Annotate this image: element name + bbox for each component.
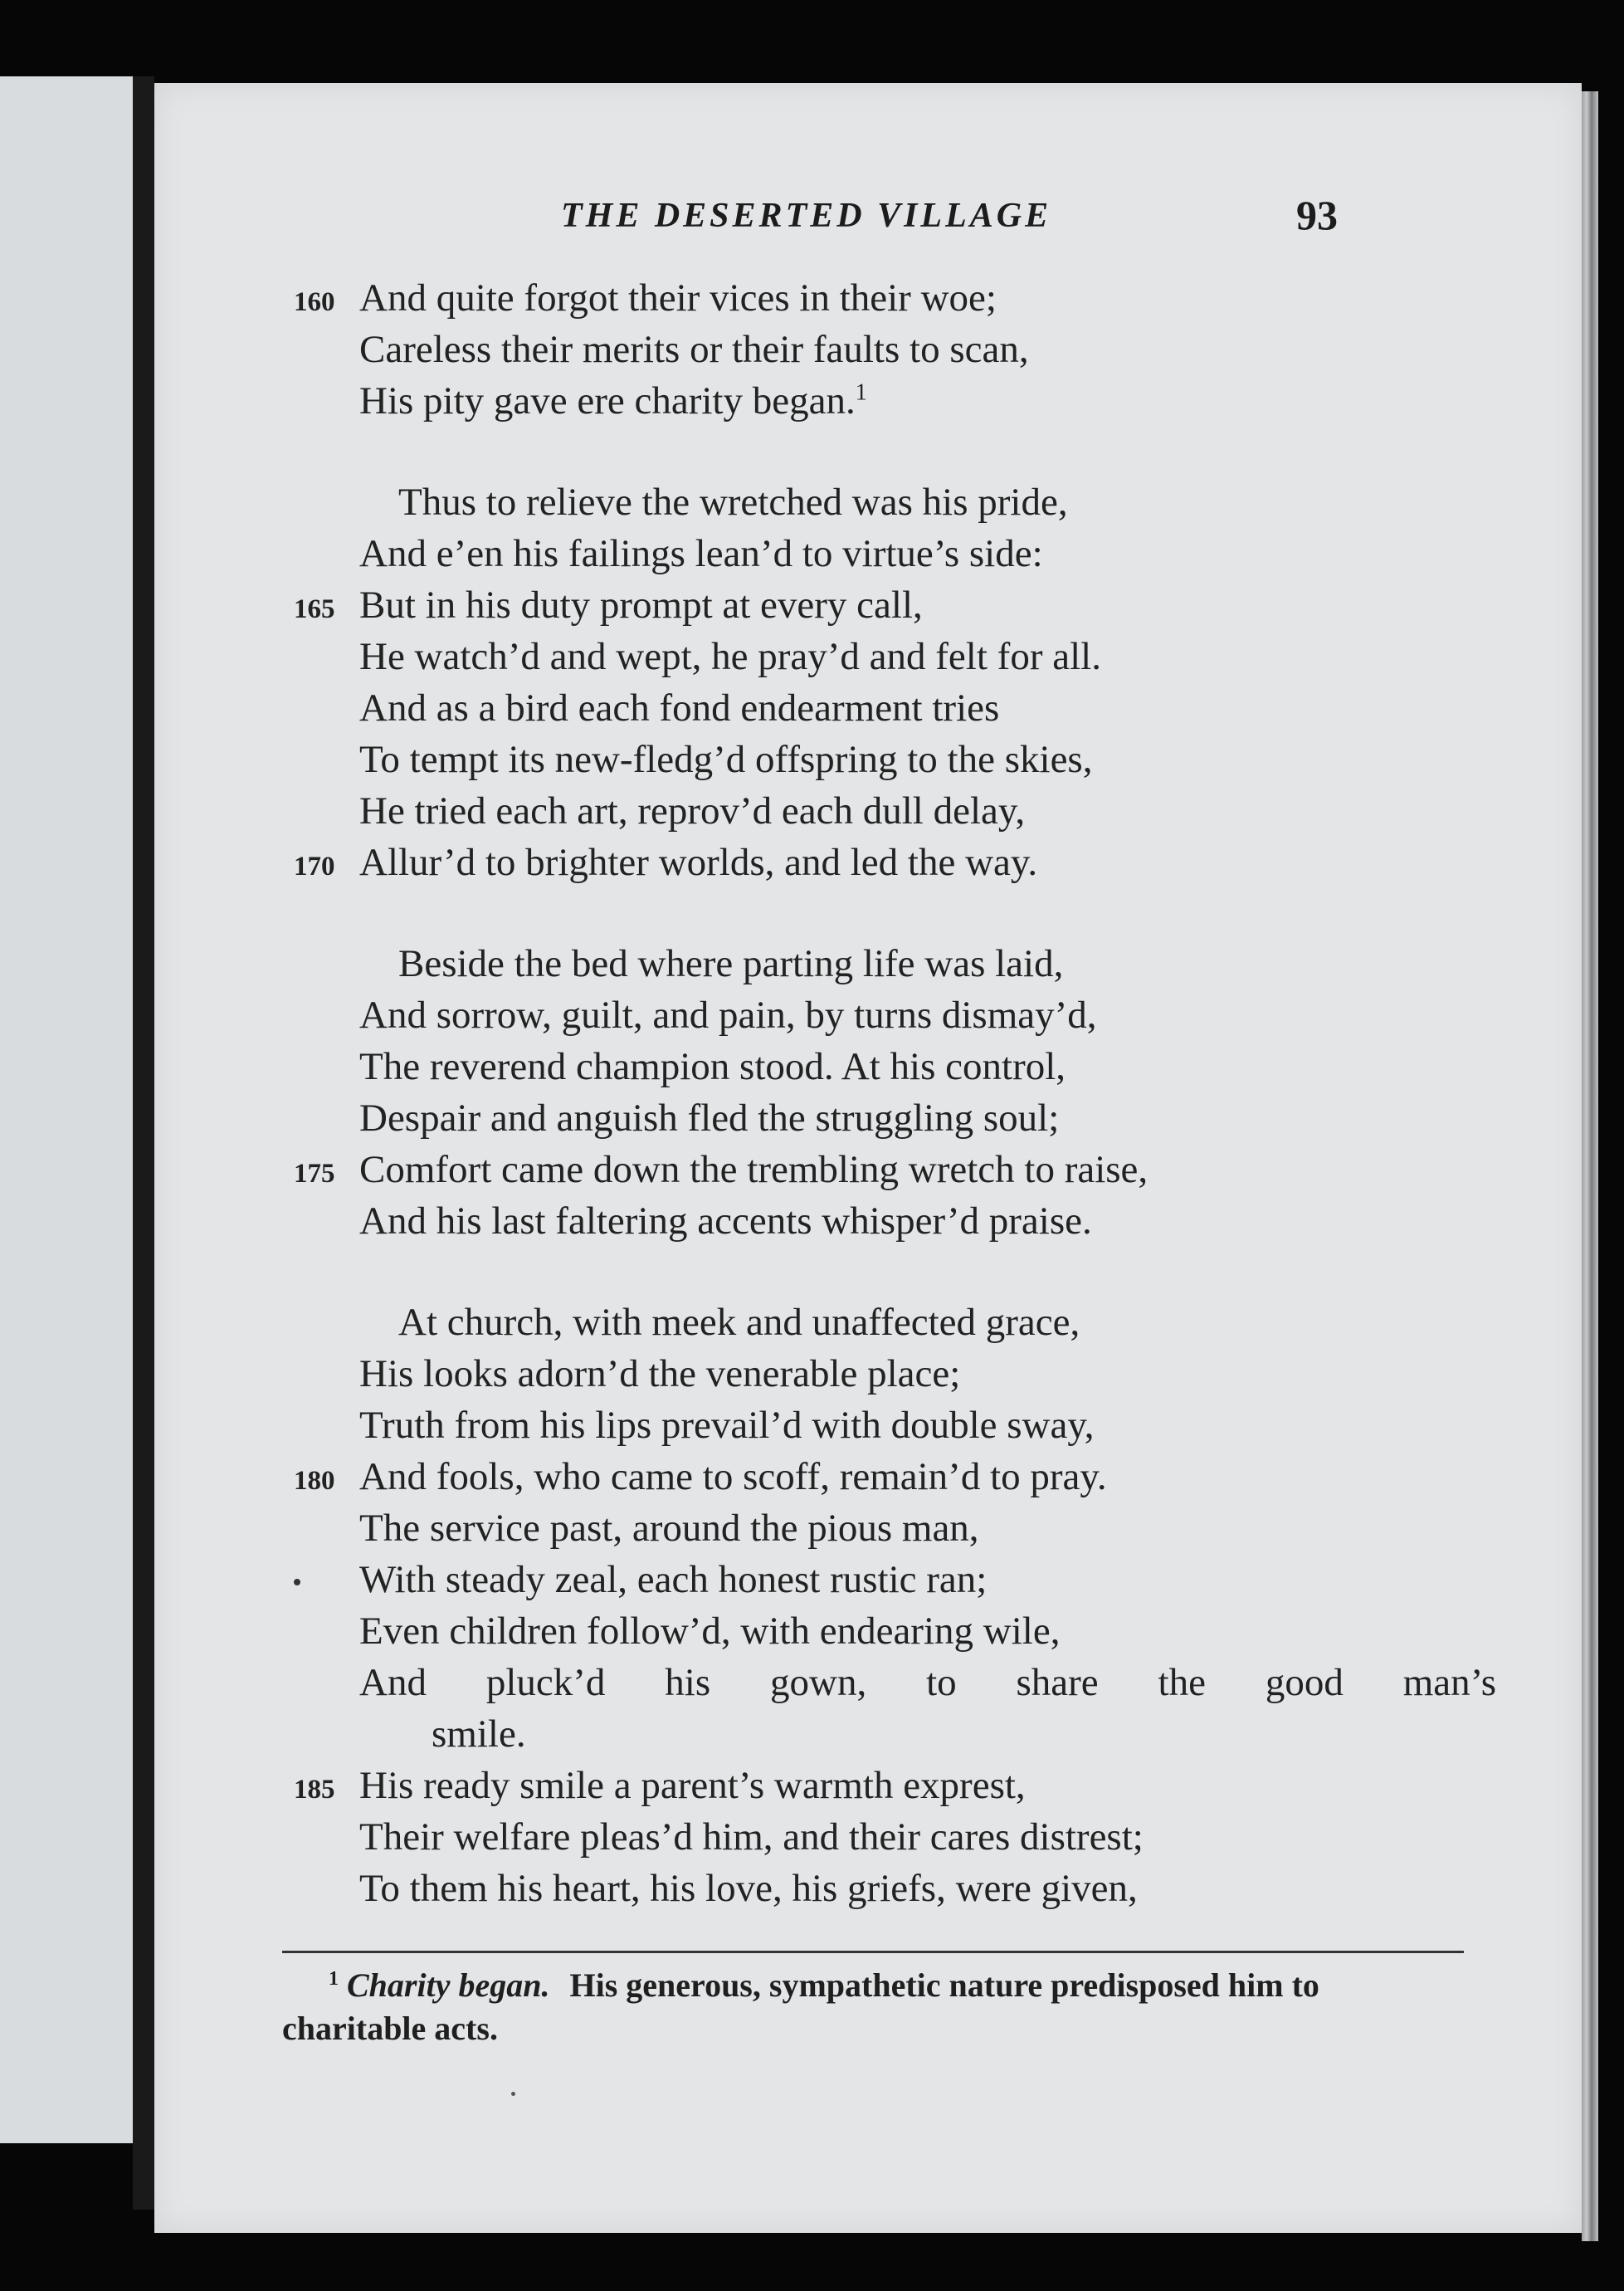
poem-line: To tempt its new-fledg’d offspring to the skies, <box>359 738 1093 781</box>
line-number: 185 <box>294 1775 335 1805</box>
poem-line: He watch’d and wept, he pray’d and felt for all. <box>359 635 1101 678</box>
poem-line: His looks adorn’d the venerable place; <box>359 1352 961 1395</box>
poem-line: His pity gave ere charity began.$^1$ <box>359 379 867 423</box>
poem-line: Truth from his lips prevail’d with double sway, <box>359 1404 1095 1447</box>
line-number: 175 <box>294 1159 335 1189</box>
poem-text <box>154 276 1582 1917</box>
stray-mark <box>294 1579 300 1585</box>
line-number: 160 <box>294 287 335 317</box>
page-speck <box>511 2092 515 2096</box>
line-number: 180 <box>294 1466 335 1496</box>
footnote-text: His generous, sympathetic nature predisposed him to charitable acts. <box>282 1966 1319 2047</box>
poem-line: 180 And fools, who came to scoff, remain’d to pray. <box>294 1455 1107 1498</box>
poem-line: Even children follow’d, with endearing wile, <box>359 1610 1061 1653</box>
poem-line: 160 And quite forgot their vices in their woe; <box>294 276 997 320</box>
poem-line: Their welfare pleas’d him, and their cares distrest; <box>359 1815 1144 1859</box>
poem-line: And his last faltering accents whisper’d praise. <box>359 1199 1092 1243</box>
stanza-break <box>154 430 1582 480</box>
page-fore-edge <box>1582 91 1598 2241</box>
poem-line: 165 But in his duty prompt at every call, <box>294 584 923 627</box>
footnote-reference: 1 <box>855 379 867 406</box>
poem-line: The service past, around the pious man, <box>359 1507 979 1550</box>
poem-line: Careless their merits or their faults to scan, <box>359 328 1029 371</box>
poem-line: To them his heart, his love, his griefs, were given, <box>359 1867 1138 1910</box>
poem-line: 170 Allur’d to brighter worlds, and led the way. <box>294 841 1038 884</box>
left-page-edge <box>0 76 141 2143</box>
poem-line: The reverend champion stood. At his control, <box>359 1045 1066 1088</box>
stanza-break <box>154 1250 1582 1300</box>
poem-line: At church, with meek and unaffected grace, <box>398 1301 1080 1344</box>
poem-line: And sorrow, guilt, and pain, by turns dismay’d, <box>359 994 1097 1037</box>
footnote-term: Charity began. <box>347 1966 550 2004</box>
book-page <box>154 83 1582 2233</box>
footnote-mark: 1 <box>329 1967 339 1990</box>
poem-line: And e’en his failings lean’d to virtue’s side: <box>359 532 1043 575</box>
line-number: 165 <box>294 594 335 624</box>
stanza-break <box>154 891 1582 941</box>
poem-line: With steady zeal, each honest rustic ran; <box>154 1557 1582 1609</box>
page-header <box>154 192 1582 254</box>
poem-line: 185 His ready smile a parent’s warmth exprest, <box>294 1764 1026 1807</box>
line-number: 170 <box>294 852 335 882</box>
footnote-divider <box>282 1951 1464 1953</box>
poem-line: Beside the bed where parting life was laid, <box>398 942 1064 985</box>
running-title: THE DESERTED VILLAGE <box>561 197 1052 235</box>
poem-line: And as a bird each fond endearment tries <box>359 686 1000 730</box>
binding-shadow <box>133 76 154 2210</box>
poem-line: And pluck’d his gown, to share the good man’s <box>359 1661 1496 1704</box>
footnote <box>282 1964 1464 2050</box>
poem-line: He tried each art, reprov’d each dull delay, <box>359 789 1026 833</box>
poem-line: 175 Comfort came down the trembling wretch to raise, <box>294 1148 1149 1191</box>
poem-line-turnover: smile. <box>432 1712 526 1756</box>
page-number: 93 <box>1296 192 1338 238</box>
poem-line: Despair and anguish fled the struggling soul; <box>359 1097 1060 1140</box>
poem-line: Thus to relieve the wretched was his pride, <box>398 481 1068 524</box>
